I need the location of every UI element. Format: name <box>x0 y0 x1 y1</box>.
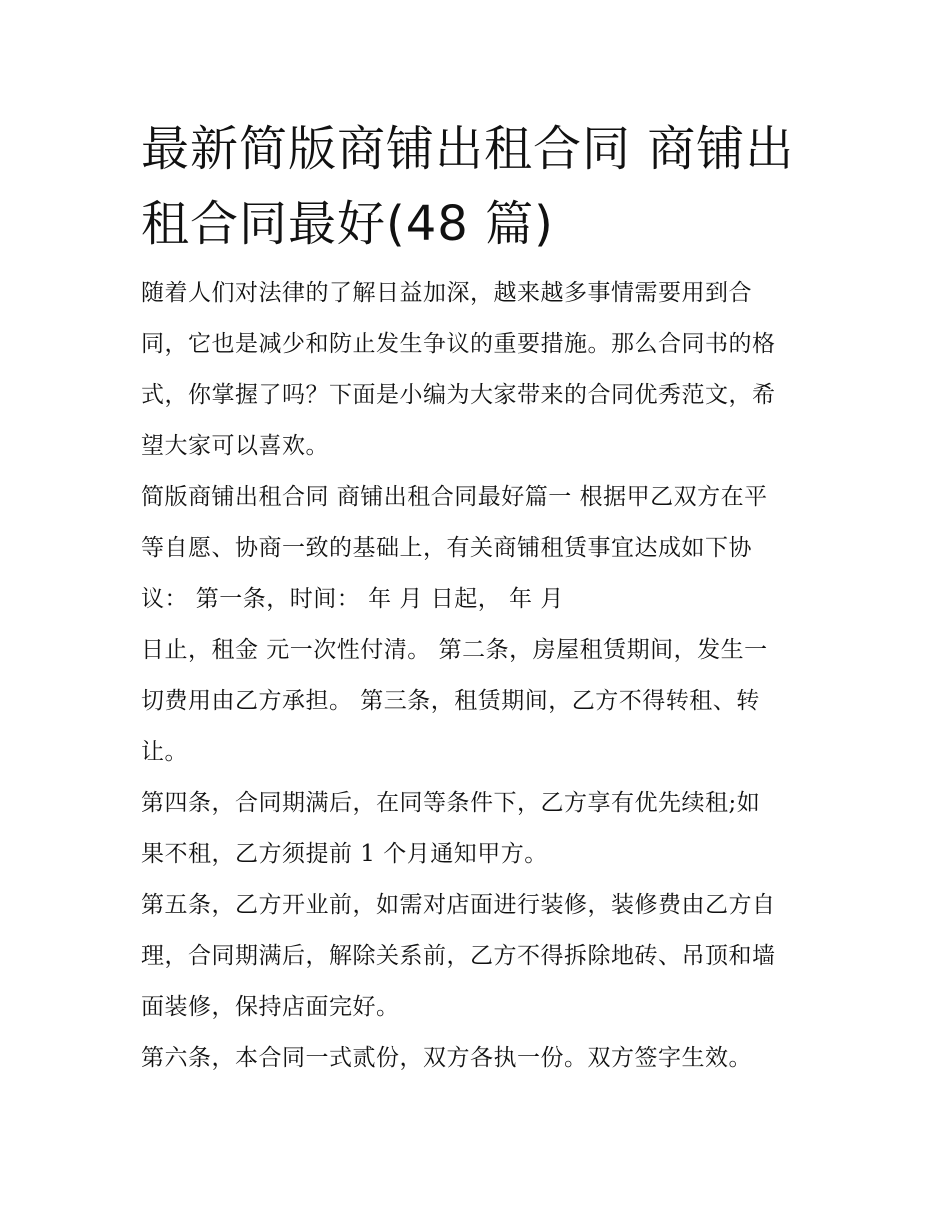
paragraph-line: 果不租，乙方须提前 1 个月通知甲方。 <box>141 841 548 867</box>
paragraph-line: 望大家可以喜欢。 <box>141 433 329 459</box>
intro-paragraph <box>141 268 821 472</box>
paragraph-line: 第六条，本合同一式贰份，双方各执一份。双方签字生效。 <box>141 1045 752 1071</box>
paragraph-line: 第五条，乙方开业前，如需对店面进行装修，装修费由乙方自 <box>141 892 776 918</box>
title-line-2: 租合同最好(48 篇) <box>141 196 554 252</box>
paragraph-line: 等自愿、协商一致的基础上，有关商铺租赁事宜达成如下协 <box>141 535 752 561</box>
document-title <box>141 112 821 262</box>
paragraph-line: 第四条，合同期满后，在同等条件下，乙方享有优先续租;如 <box>141 790 761 816</box>
paragraph-line: 让。 <box>141 739 188 765</box>
article-4-paragraph <box>141 778 821 880</box>
paragraph-line: 切费用由乙方承担。 第三条，租赁期间，乙方不得转租、转 <box>141 688 760 714</box>
paragraph-line: 式，你掌握了吗？下面是小编为大家带来的合同优秀范文，希 <box>141 382 776 408</box>
paragraph-line: 日止，租金 元一次性付清。 第二条，房屋租赁期间，发生一 <box>141 637 768 663</box>
contract-opening-paragraph <box>141 472 821 625</box>
paragraph-line: 理，合同期满后，解除关系前，乙方不得拆除地砖、吊顶和墙 <box>141 943 776 969</box>
paragraph-line: 随着人们对法律的了解日益加深，越来越多事情需要用到合 <box>141 280 752 306</box>
paragraph-line: 简版商铺出租合同 商铺出租合同最好篇一 根据甲乙双方在平 <box>141 484 768 510</box>
article-2-3-paragraph <box>141 625 821 778</box>
document-page <box>141 112 821 1084</box>
title-line-1: 最新简版商铺出租合同 商铺出 <box>141 121 795 177</box>
paragraph-line: 面装修，保持店面完好。 <box>141 994 400 1020</box>
paragraph-line: 议： 第一条，时间： 年 月 日起， 年 月 <box>141 586 564 612</box>
article-6-paragraph <box>141 1033 821 1084</box>
paragraph-line: 同，它也是减少和防止发生争议的重要措施。那么合同书的格 <box>141 331 776 357</box>
article-5-paragraph <box>141 880 821 1033</box>
